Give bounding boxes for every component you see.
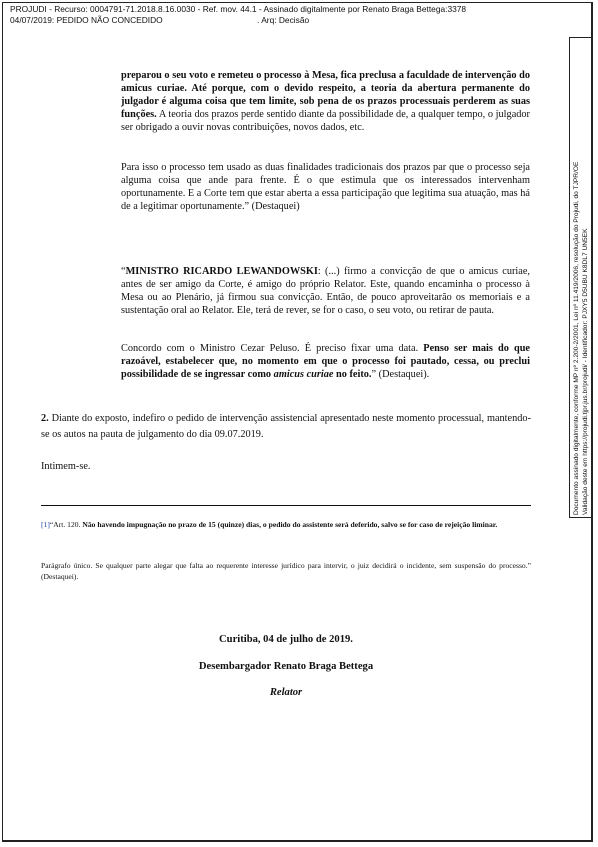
signature-name: Desembargador Renato Braga Bettega [198,661,374,672]
quote4-bold2: no feito. [333,368,372,380]
sidebar-line-1: Documento assinado digitalmente, conforme MP nº 2.200-2/2001, Lei nº 11.419/2006, resolução do Projudi, do TJPR/OE [573,161,580,515]
decision-text: Diante do exposto, indefiro o pedido de intervenção assistencial apresentado neste momento processual, mantendo-se os autos na pauta de julgamento do dia 09.07.2019. [41,413,531,440]
quote1-normal: A teoria dos prazos perde sentido diante da possibilidade de, a qualquer tempo, o julgador ser obrigado a ouvir novas contribuições, novos dados, etc. [121,108,530,133]
footnote-2: Parágrafo único. Se qualquer parte alegar que falta ao requerente interesse jurídico para intervir, o juiz decidirá o incidente, sem suspensão do processo.” (Destaquei). [41,561,531,581]
header-status: 04/07/2019: PEDIDO NÃO CONCEDIDO [10,14,163,25]
header-line-1: PROJUDI - Recurso: 0004791-71.2018.8.16.0030 - Ref. mov. 44.1 - Assinado digitalmente por Renato Braga Bettega:3378 [10,4,467,14]
decision-number: 2. [41,413,49,424]
intimem-paragraph: Intimem-se. [41,461,91,472]
document-header [10,4,570,25]
footnote1-prefix: “Art. 120. [49,520,83,529]
quote3-text: : (...) firmo a convicção de que o amicus curiae, antes de ser amigo da Corte, é amigo do próprio Relator. Este, quando encaminha o processo à Mesa ou ao Plenário, já firmou sua convicção. Então, de pouco aproveitarão os memoriais e a sustentação oral ao Relator. Ele, terá de rever, se for o caso, o seu voto, ou retirar de pauta. [121,266,530,316]
quote3-speaker: MINISTRO RICARDO LEWANDOWSKI [125,266,318,277]
quote2-text: Para isso o processo tem usado as duas finalidades tradicionais dos prazos par que o processo seja alguma coisa que ande para frente. É o que estimula que os interessados intervenham oportunamente. E a Corte tem que estar aberta a essa participação que legitima sua atuação, mas há de a legitimar oportunamente.” (Destaquei) [121,162,530,212]
quote-paragraph-4 [121,343,530,382]
signature-role: Relator [269,687,303,698]
quote4-normal: Concordo com o Ministro Cezar Peluso. É preciso fixar uma data. [121,343,424,354]
footnote-1 [41,519,531,530]
header-line-2 [10,15,570,26]
footnote-separator [41,505,531,506]
quote-paragraph-3 [121,266,530,318]
quote4-bold: Penso ser mais do que razoável, estabelecer que, no momento em que o processo foi pautado, cessa, ou preclui possibilidade de se ingressar como [121,343,530,380]
sidebar-line-2: Validação deste em https://projudi.tjpr.jus.br/projudi/ - Identificador: PJXY5 D5UBU K8DL7 UN5EK [581,228,589,515]
footnote1-bold: Não havendo impugnação no prazo de 15 (quinze) dias, o pedido do assistente será deferido, salvo se for caso de rejeição liminar. [82,520,498,529]
quote4-end: ” (Destaquei). [371,368,430,380]
header-file-type: . Arq: Decisão [257,14,310,25]
quote-paragraph-1 [121,70,530,135]
decision-paragraph [41,411,531,442]
quote-paragraph-2 [121,162,530,214]
signature-place-date: Curitiba, 04 de julho de 2019. [219,634,353,645]
quote4-italic: amicus curiae [273,368,334,380]
signature-validation-sidebar [569,37,592,518]
footnote-ref-link[interactable]: [1] [41,520,50,529]
quote1-bold: preparou o seu voto e remeteu o processo à Mesa, fica preclusa a faculdade de intervenção do amicus curiae. Até porque, com o devido respeito, a teoria da abertura permanente do julgador é alguma coisa que tem limite, sob pena de os prazos processuais perderem as suas funções. [121,70,530,120]
quote3-open: “ [121,266,126,277]
sidebar-rotated-text [570,38,592,518]
